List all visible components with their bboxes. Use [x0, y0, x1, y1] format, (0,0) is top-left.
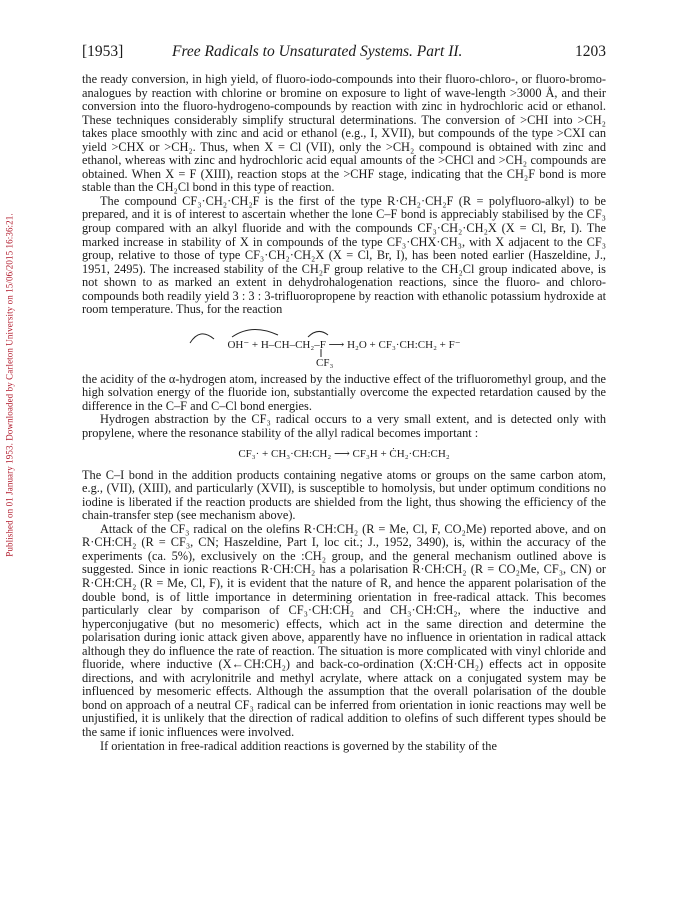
elimination-equation: [82, 321, 606, 371]
download-notice: Published on 01 January 1953. Downloaded by Carleton University on 15/06/2015 16:36:21.: [5, 213, 16, 557]
paragraph-6: Attack of the CF₃ radical on the olefins R·CH:CH₂ (R = Me, Cl, F, CO₂Me) reported above, and on R·CH:CH₂ (R = CF₃, CN; Haszeldine, Part I, loc cit.; J., 1952, 3490), is, within the accuracy of the experiments (ca. 5%), exclusively on the :CH₂ group, and the general mechanism outlined above is suggested. Since in ionic reactions R·CH:CH₂ has a polarisation R·CH:CH₂ (R = CO₂Me, CF₃, CN) or R·CH:CH₂ (R = Me, Cl, F), it is evident that the nature of R, and hence the apparent polarisation of the double bond, is of little importance in determining orientation in free-radical attack. This becomes particularly clear by comparison of CF₃·CH:CH₂ and CH₃·CH:CH₂, where the inductive and hyperconjugative (but no mesomeric) effects, which act in the same direction and determine the polarisation during ionic attack given above, apparently have no influence in orientation in radical attack although they do influence the rate of reaction. The situation is more complicated with vinyl chloride and fluoride, where inductive (X←CH:CH₂) and back-co-ordination (X:CH·CH₂) effects act in opposite directions, and with acrylonitrile and methyl acrylate, where attack on a conjugated system may be influenced by mesomeric effects. Although the assumption that the overall polarisation of the double bond on approach of a neutral CF₃ radical can be inferred from orientation in ionic reactions may well be unjustified, it is unlikely that the direction of radical addition to olefins of such different types should be the same if ionic influences were involved.: [82, 521, 606, 739]
header-year: [1953]: [82, 43, 124, 60]
paragraph-7: If orientation in free-radical addition reactions is governed by the stability of the: [100, 738, 497, 753]
running-header: [82, 43, 606, 65]
article-body: [82, 73, 606, 753]
paragraph-2: The compound CF₃·CH₂·CH₂F is the first of the type R·CH₂·CH₂F (R = polyfluoro-alkyl) to be prepared, and it is of interest to ascertain whether the lone C–F bond is appreciably stabilised by the CF₃ group compared with an alkyl fluoride and with the compounds CF₃·CH₂·CH₂X (X = Cl, Br, I). The marked increase in stability of X in compounds of the type CF₃·CHX·CH₃, with X adjacent to the CF₃ group, relative to those of type CF₃·CH₂·CH₂X (X = Cl, Br, I), has been noted earlier (Haszeldine, J., 1951, 2495). The increased stability of the CH₂F group relative to the CH₂Cl group indicated above, is not shown to as marked an extent in dehydrohalogenation reactions, since the fluoro- and chloro-compounds both readily yield 3 : 3 : 3-trifluoropropene by reaction with ethanolic potassium hydroxide at room temperature. Thus, for the reaction: [82, 193, 606, 317]
elimination-substituent: CF₃: [316, 356, 334, 369]
download-watermark: [2, 150, 18, 620]
abstraction-equation: CF₃· + CH₃·CH:CH₂ ⟶ CF₃H + ĊH₂·CH:CH₂: [238, 447, 450, 460]
paragraph-1: the ready conversion, in high yield, of fluoro-iodo-compounds into their fluoro-chloro-, or fluoro-bromo-analogues by reaction with chlorine or bromine on exposure to light of wave-length >3000 Å, and their conversion into the fluoro-hydrogeno-compounds by reaction with zinc in hydrochloric acid or ethanol. These techniques considerably simplify structural determinations. The conversion of >CHI into >CH₂ takes place smoothly with zinc and acid or ethanol (e.g., I, XVII), but compounds of the type >CXI can yield >CHX or >CH₂. Thus, when X = Cl (VII), only the >CH₂ compound is obtained with zinc and ethanol, whereas with zinc and hydrochloric acid equal amounts of the >CHCl and >CH₂ compounds are obtained. When X = F (XIII), reaction stops at the >CHF stage, indicating that the CH₂F bond is more stable than the CH₂Cl bond in this type of reaction.: [82, 72, 606, 195]
paragraph-3: the acidity of the α-hydrogen atom, increased by the inductive effect of the trifluoromethyl group, and the high solvation energy of the fluoride ion, substantially overcome the expected retardation caused by the difference in the C–F and C–Cl bond energies.: [82, 371, 606, 413]
elimination-line: OH⁻ + H–CH–CH₂–F ⟶ H₂O + CF₃·CH:CH₂ + F⁻: [227, 338, 461, 351]
paragraph-5: The C–I bond in the addition products containing negative atoms or groups on the same carbon atom, e.g., (VII), (XIII), and particularly (XVII), is susceptible to homolysis, but under optimum conditions no iodine is liberated if the reaction products are shielded from the light, thus showing the efficiency of the chain-transfer step (see mechanism above).: [82, 467, 606, 523]
paragraph-4: Hydrogen abstraction by the CF₃ radical occurs to a very small extent, and is detected only with propylene, where the resonance stability of the allyl radical becomes important :: [82, 412, 606, 441]
page-number: 1203: [575, 43, 606, 60]
header-title: Free Radicals to Unsaturated Systems. Part II.: [172, 43, 463, 60]
